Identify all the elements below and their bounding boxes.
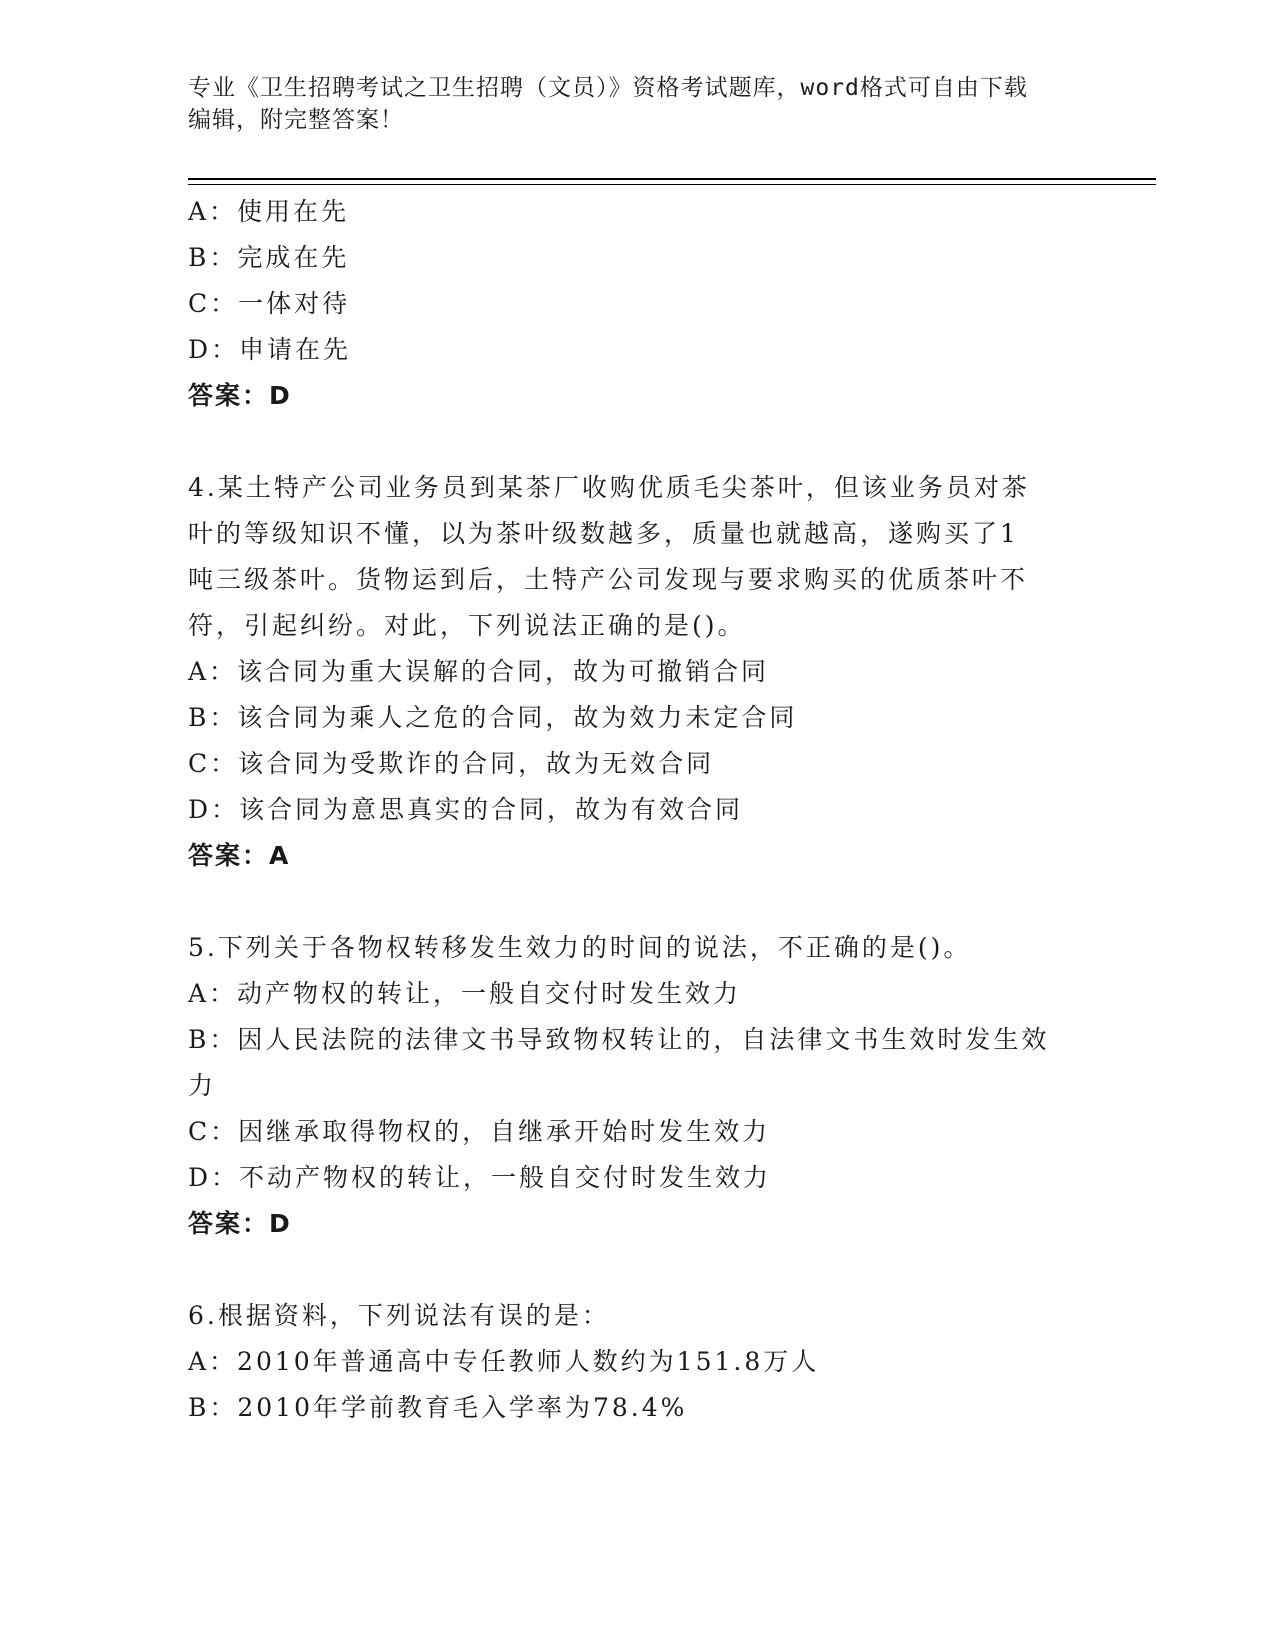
question-stem-line: 4.某土特产公司业务员到某茶厂收购优质毛尖茶叶，但该业务员对茶	[188, 473, 1030, 502]
question-6	[188, 1293, 1088, 1431]
header-divider-thin	[188, 184, 1156, 185]
question-stem-line: 吨三级茶叶。货物运到后，土特产公司发现与要求购买的优质茶叶不	[188, 565, 1029, 594]
header-divider-thick	[188, 178, 1156, 180]
question-stem: 6.根据资料，下列说法有误的是：	[188, 1301, 610, 1330]
option-b: B：完成在先	[188, 243, 350, 272]
spacer	[188, 1247, 1088, 1293]
option-d: D：该合同为意思真实的合同，故为有效合同	[188, 795, 744, 824]
question-3	[188, 189, 1088, 419]
answer: 答案：D	[188, 381, 292, 410]
option-b: B：因人民法院的法律文书导致物权转让的，自法律文书生效时发生效	[188, 1025, 1050, 1054]
option-b: B：该合同为乘人之危的合同，故为效力未定合同	[188, 703, 798, 732]
document-header	[188, 72, 1088, 136]
question-5	[188, 925, 1088, 1247]
question-stem: 5.下列关于各物权转移发生效力的时间的说法，不正确的是()。	[188, 933, 972, 962]
question-list	[188, 189, 1088, 1431]
option-c: C：一体对待	[188, 289, 351, 318]
option-b: B：2010年学前教育毛入学率为78.4%	[188, 1393, 688, 1422]
question-stem-line: 叶的等级知识不懂，以为茶叶级数越多，质量也就越高，遂购买了1	[188, 519, 1019, 548]
option-a: A：使用在先	[188, 197, 350, 226]
option-a: A：2010年普通高中专任教师人数约为151.8万人	[188, 1347, 820, 1376]
option-c: C：该合同为受欺诈的合同，故为无效合同	[188, 749, 715, 778]
spacer	[188, 419, 1088, 465]
question-4	[188, 465, 1088, 879]
option-c: C：因继承取得物权的，自继承开始时发生效力	[188, 1117, 771, 1146]
option-a: A：该合同为重大误解的合同，故为可撤销合同	[188, 657, 770, 686]
header-line-1: 专业《卫生招聘考试之卫生招聘（文员）》资格考试题库，word格式可自由下载	[188, 75, 1028, 101]
spacer	[188, 879, 1088, 925]
question-stem-line: 符，引起纠纷。对此，下列说法正确的是()。	[188, 611, 746, 640]
option-d: D：不动产物权的转让，一般自交付时发生效力	[188, 1163, 772, 1192]
header-line-2: 编辑，附完整答案！	[188, 107, 404, 133]
option-b-continued: 力	[188, 1071, 217, 1100]
answer: 答案：D	[188, 1209, 292, 1238]
option-d: D：申请在先	[188, 335, 352, 364]
answer: 答案：A	[188, 841, 291, 870]
option-a: A：动产物权的转让，一般自交付时发生效力	[188, 979, 742, 1008]
